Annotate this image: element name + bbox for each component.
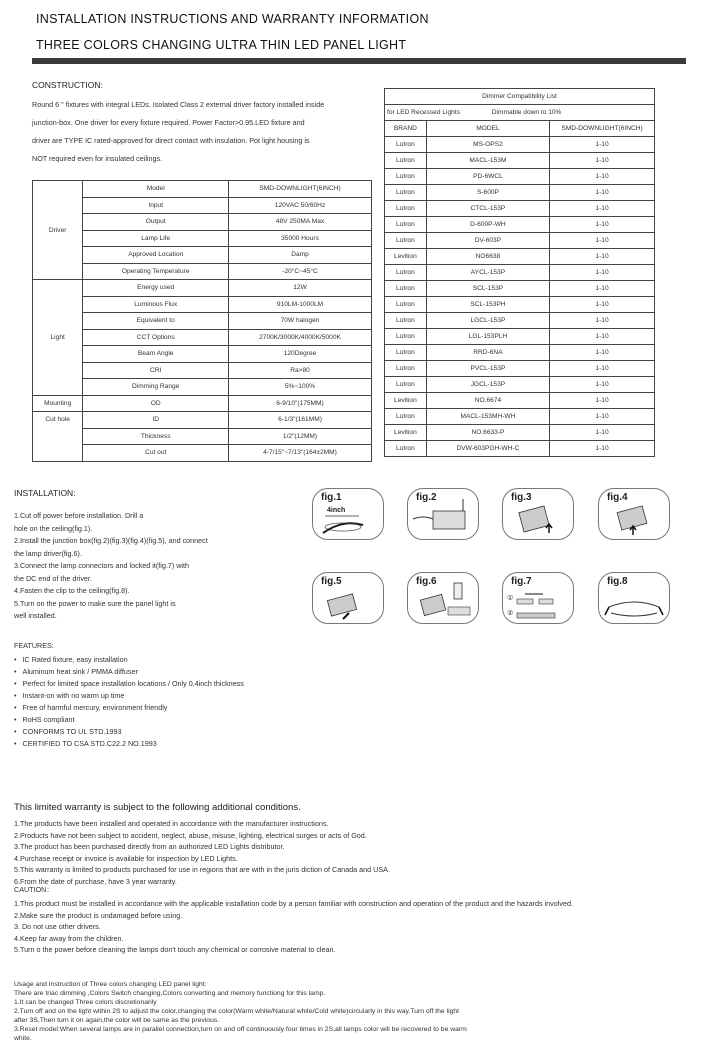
range-cell: 1-10	[550, 345, 655, 361]
caution-list	[14, 898, 704, 956]
list-item: • RoHS compliant	[14, 714, 244, 726]
spec-label: Beam Angle	[83, 346, 229, 363]
installation-line: 1.Cut off power before installation. Drill a	[14, 511, 144, 520]
spec-value: 2700K/3000K/4000K/5000K	[229, 329, 372, 346]
table-row	[33, 428, 372, 445]
fig-label: fig.7	[511, 576, 532, 587]
table-row	[33, 181, 372, 198]
spec-label: Energy used	[83, 280, 229, 297]
model-cell: LGL-153PLH	[426, 329, 549, 345]
list-item: • Free of harmful mercury, environment friendly	[14, 702, 244, 714]
fig-label: fig.5	[321, 576, 342, 587]
fig-3	[502, 488, 574, 540]
spec-value: 35000 Hours	[229, 230, 372, 247]
installation-line: well installed.	[14, 611, 57, 620]
range-cell: 1-10	[550, 217, 655, 233]
table-row	[385, 377, 655, 393]
table-row	[385, 265, 655, 281]
list-item: 3.The product has been purchased directly from an authorized LED Lights distributor.	[14, 842, 285, 851]
range-cell: 1-10	[550, 361, 655, 377]
list-item: 2.Products have not been subject to accident, neglect, abuse, misuse, lighting, electrical surges or acts of God.	[14, 830, 367, 840]
usage-line: 1.It can be changed Three colors discretionarily	[14, 999, 157, 1006]
spec-value: Ra>80	[229, 362, 372, 379]
list-item: 4.Purchase receipt or invoice is available for inspection by LED Lights.	[14, 853, 238, 863]
warranty-heading: This limited warranty is subject to the following additional conditions.	[14, 802, 301, 813]
installation-line: 5.Turn on the power to make sure the panel light is	[14, 598, 176, 608]
table-row	[385, 393, 655, 409]
table-row	[385, 425, 655, 441]
table-row	[33, 329, 372, 346]
spec-table	[32, 180, 372, 462]
spec-value: 910LM-1000LM	[229, 296, 372, 313]
construction-heading: CONSTRUCTION:	[32, 80, 103, 90]
range-cell: 1-10	[550, 297, 655, 313]
brand-cell: Levition	[385, 393, 427, 409]
dimmer-subtitle	[385, 105, 655, 121]
dimmer-subtitle-left: for LED Recessed Lights	[387, 109, 460, 116]
brand-cell: Lutron	[385, 345, 427, 361]
spec-value: 4-7/15"~7/13"(164±2MM)	[229, 445, 372, 462]
brand-cell: Lutron	[385, 153, 427, 169]
spec-label: Thickness	[83, 428, 229, 445]
range-cell: 1-10	[550, 409, 655, 425]
list-item: 6.From the date of purchase, have 3 year warranty.	[14, 876, 177, 886]
fig-label: fig.4	[607, 492, 628, 503]
brand-cell: Lutron	[385, 329, 427, 345]
column-header: BRAND	[385, 121, 427, 137]
table-row	[385, 297, 655, 313]
table-row	[33, 280, 372, 297]
table-row	[385, 345, 655, 361]
range-cell: 1-10	[550, 185, 655, 201]
connector-lock-illustration	[503, 573, 573, 623]
fig-6	[407, 572, 479, 624]
group-driver: Driver	[33, 181, 83, 280]
table-row	[33, 395, 372, 412]
brand-cell: Lutron	[385, 137, 427, 153]
range-cell: 1-10	[550, 265, 655, 281]
model-cell: NO.6674	[426, 393, 549, 409]
model-cell: PD-6WCL	[426, 169, 549, 185]
brand-cell: Lutron	[385, 265, 427, 281]
range-cell: 1-10	[550, 281, 655, 297]
table-row	[385, 281, 655, 297]
list-item: • CONFORMS TO UL STD.1993	[14, 726, 244, 738]
range-cell: 1-10	[550, 169, 655, 185]
model-cell: DVW-603PGH-WH-C	[426, 441, 549, 457]
model-cell: JGCL-153P	[426, 377, 549, 393]
spec-value: 1/2"(12MM)	[229, 428, 372, 445]
model-cell: MACL-153M	[426, 153, 549, 169]
construction-text	[32, 96, 372, 168]
document-subtitle: THREE COLORS CHANGING ULTRA THIN LED PANEL LIGHT	[36, 38, 407, 52]
model-cell: NO.6633-P	[426, 425, 549, 441]
brand-cell: Lutron	[385, 441, 427, 457]
installation-line: hole on the ceiling(fig.1).	[14, 523, 93, 533]
fig1-note: 4inch	[327, 507, 346, 514]
table-row	[385, 329, 655, 345]
table-row	[33, 197, 372, 214]
spec-value: 48V 250MA Max	[229, 214, 372, 231]
spec-value: 6-9/10"(175MM)	[229, 395, 372, 412]
list-item: • Aluminum heat sink / PMMA diffuser	[14, 666, 244, 678]
brand-cell: Lutron	[385, 169, 427, 185]
construction-line: Round 6 " fixtures with integral LEDs. Isolated Class 2 external driver factory installed inside	[32, 100, 325, 109]
fig-label: fig.8	[607, 576, 628, 587]
document-title: INSTALLATION INSTRUCTIONS AND WARRANTY INFORMATION	[36, 12, 429, 26]
range-cell: 1-10	[550, 153, 655, 169]
model-cell: SCL-153PH	[426, 297, 549, 313]
range-cell: 1-10	[550, 313, 655, 329]
installation-line: the DC end of the driver.	[14, 573, 92, 583]
column-header: SMD-DOWNLIGHT(6INCH)	[550, 121, 655, 137]
fig-5	[312, 572, 384, 624]
brand-cell: Levition	[385, 249, 427, 265]
table-row	[33, 263, 372, 280]
table-header	[385, 121, 655, 137]
list-item: 1.This product must be installed in accordance with the applicable installation code by a person familiar with construction and operation of the product and the hazards involved.	[14, 899, 573, 908]
table-row	[385, 233, 655, 249]
table-row	[385, 185, 655, 201]
step-one-mark: ①	[507, 595, 514, 602]
table-row	[385, 201, 655, 217]
table-row	[385, 137, 655, 153]
model-cell: LGCL-153P	[426, 313, 549, 329]
table-row	[33, 313, 372, 330]
fig-1	[312, 488, 384, 540]
warranty-list	[14, 818, 694, 887]
usage-line: There are triac dimming ,Colors Switch changing,Colors converting and memory functiong for this lamp.	[14, 990, 326, 997]
spec-label: Approved Location	[83, 247, 229, 264]
features-list	[14, 654, 244, 750]
header-divider	[32, 58, 686, 64]
table-row	[33, 247, 372, 264]
table-row	[33, 214, 372, 231]
dimmer-table	[384, 88, 655, 457]
range-cell: 1-10	[550, 441, 655, 457]
group-mounting: Mounting	[33, 395, 83, 412]
brand-cell: Lutron	[385, 313, 427, 329]
list-item: 5.This warranty is limited to products purchased for use in regions that are with in the juris diction of Canada and USA.	[14, 865, 390, 874]
box-mount-illustration	[599, 489, 669, 539]
range-cell: 1-10	[550, 393, 655, 409]
brand-cell: Lutron	[385, 233, 427, 249]
brand-cell: Lutron	[385, 361, 427, 377]
dimmer-subtitle-right: Dimmable down to 10%	[491, 109, 562, 116]
spec-value: 12W	[229, 280, 372, 297]
usage-line: Usage and Instruction of Three colors changing LED panel light:	[14, 981, 207, 988]
fig-4	[598, 488, 670, 540]
installation-line: 4.Fasten the clip to the ceiling(fig.8).	[14, 586, 130, 595]
fig-7	[502, 572, 574, 624]
usage-line: after 3S,Then turn it on again,the color will be same as the previous.	[14, 1017, 220, 1024]
model-cell: PVCL-153P	[426, 361, 549, 377]
model-cell: AYCL-153P	[426, 265, 549, 281]
spec-label: OD	[83, 395, 229, 412]
table-row	[385, 217, 655, 233]
table-row	[33, 296, 372, 313]
features-heading: FEATURES:	[14, 641, 54, 650]
range-cell: 1-10	[550, 201, 655, 217]
spec-label: ID	[83, 412, 229, 429]
ceiling-drill-illustration	[313, 489, 383, 539]
spec-value: 5%~100%	[229, 379, 372, 396]
installation-line: 3.Connect the lamp connectors and locked it(fig.7) with	[14, 561, 189, 570]
list-item: 2.Make sure the product is undamaged before using.	[14, 910, 183, 920]
table-row	[385, 169, 655, 185]
brand-cell: Lutron	[385, 377, 427, 393]
spec-label: CRI	[83, 362, 229, 379]
list-item: • IC Rated fixture, easy installation	[14, 654, 244, 666]
model-cell: CTCL-153P	[426, 201, 549, 217]
usage-line: 2.Turn off and on the light within 2S to adjust the color,changing the color(Warm white/Natural white/Cold white)circularly in this way.Turn off the light	[14, 1008, 460, 1015]
table-row	[385, 89, 655, 105]
spec-value: 120VAC 50/60Hz	[229, 197, 372, 214]
list-item: • CERTIFIED TO CSA STD.C22.2 NO.1993	[14, 738, 244, 750]
range-cell: 1-10	[550, 233, 655, 249]
group-light: Light	[33, 280, 83, 396]
junction-box-illustration	[408, 489, 478, 539]
model-cell: MS-OPS2	[426, 137, 549, 153]
range-cell: 1-10	[550, 425, 655, 441]
spec-label: Output	[83, 214, 229, 231]
table-row	[33, 362, 372, 379]
table-row	[33, 379, 372, 396]
driver-connect-illustration	[408, 573, 478, 623]
group-cut-hole: Cut hole	[33, 412, 83, 462]
range-cell: 1-10	[550, 249, 655, 265]
list-item: • Instant-on with no warm up time	[14, 690, 244, 702]
brand-cell: Lutron	[385, 217, 427, 233]
usage-line: white.	[14, 1035, 32, 1042]
table-row	[385, 441, 655, 457]
fig-label: fig.2	[416, 492, 437, 503]
spec-label: Model	[83, 181, 229, 198]
step-two-mark: ②	[507, 610, 514, 617]
list-item: 5.Turn o the power before cleaning the lamps don't touch any chemical or corrosive material to clean.	[14, 945, 336, 954]
table-row	[385, 313, 655, 329]
spec-value: 6-1/3"(161MM)	[229, 412, 372, 429]
spec-label: Cut out	[83, 445, 229, 462]
table-row	[33, 445, 372, 462]
usage-line: 3.Reset model:When several lamps are in parallel connection,turn on and off continuously four times in 2S,all lamps color will be recovered to be warm	[14, 1026, 467, 1033]
range-cell: 1-10	[550, 329, 655, 345]
brand-cell: Levition	[385, 425, 427, 441]
construction-line: driver are TYPE IC rated-approved for direct contact with insulation. Pot light housing is	[32, 136, 310, 145]
caution-heading: CAUTION：	[14, 885, 54, 894]
list-item: 3. Do not use other drivers.	[14, 922, 101, 931]
model-cell: SCL-153P	[426, 281, 549, 297]
spec-label: CCT Options	[83, 329, 229, 346]
range-cell: 1-10	[550, 377, 655, 393]
fig-label: fig.6	[416, 576, 437, 587]
fig-2	[407, 488, 479, 540]
brand-cell: Lutron	[385, 409, 427, 425]
range-cell: 1-10	[550, 137, 655, 153]
fig-8	[598, 572, 670, 624]
table-row	[385, 153, 655, 169]
brand-cell: Lutron	[385, 185, 427, 201]
list-item: • Perfect for limited space installation locations / Only 0.4inch thickness	[14, 678, 244, 690]
model-cell: RRD-6NA	[426, 345, 549, 361]
spec-value: -20°C~45°C	[229, 263, 372, 280]
construction-line: NOT required even for insulated ceilings.	[32, 154, 163, 163]
spec-label: Luminous Flux	[83, 296, 229, 313]
box-insert-illustration	[503, 489, 573, 539]
table-row	[385, 361, 655, 377]
list-item: 4.Keep far away from the children.	[14, 933, 124, 943]
spec-label: Lamp Life	[83, 230, 229, 247]
spec-label: Equivalent to	[83, 313, 229, 330]
fig-label: fig.1	[321, 492, 342, 503]
installation-text	[14, 510, 304, 623]
model-cell: S-600P	[426, 185, 549, 201]
spec-label: Operating Temperature	[83, 263, 229, 280]
list-item: 1.The products have been installed and operated in accordance with the manufacturer instructions.	[14, 819, 329, 828]
table-row	[385, 105, 655, 121]
spec-label: Input	[83, 197, 229, 214]
box-lock-illustration	[313, 573, 383, 623]
spec-value: 70W halogen	[229, 313, 372, 330]
table-row	[33, 412, 372, 429]
table-row	[385, 249, 655, 265]
column-header: MODEL	[426, 121, 549, 137]
fig-label: fig.3	[511, 492, 532, 503]
model-cell: D-600P-WH	[426, 217, 549, 233]
installation-heading: INSTALLATION:	[14, 488, 76, 498]
table-row	[33, 230, 372, 247]
dimmer-rows	[385, 137, 655, 457]
spec-value: Damp	[229, 247, 372, 264]
model-cell: NO6638	[426, 249, 549, 265]
brand-cell: Lutron	[385, 297, 427, 313]
spec-label: Dimming Range	[83, 379, 229, 396]
spec-value: 120Degree	[229, 346, 372, 363]
model-cell: MACL-153MH-WH	[426, 409, 549, 425]
installation-line: the lamp driver(fig.6).	[14, 548, 82, 558]
construction-line: junction-box. One driver for every fixture required. Power Factor>0.95.LED fixture and	[32, 118, 305, 127]
usage-text	[14, 980, 704, 1043]
table-row	[33, 346, 372, 363]
brand-cell: Lutron	[385, 201, 427, 217]
clip-fasten-illustration	[599, 573, 669, 623]
model-cell: DV-603P	[426, 233, 549, 249]
installation-line: 2.Install the junction box(fig.2)(fig.3)(fig.4)(fig.5), and connect	[14, 536, 208, 545]
table-row	[385, 409, 655, 425]
spec-value: SMD-DOWNLIGHT(6INCH)	[229, 181, 372, 198]
dimmer-title: Dimmer Compatibility List	[385, 89, 655, 105]
brand-cell: Lutron	[385, 281, 427, 297]
